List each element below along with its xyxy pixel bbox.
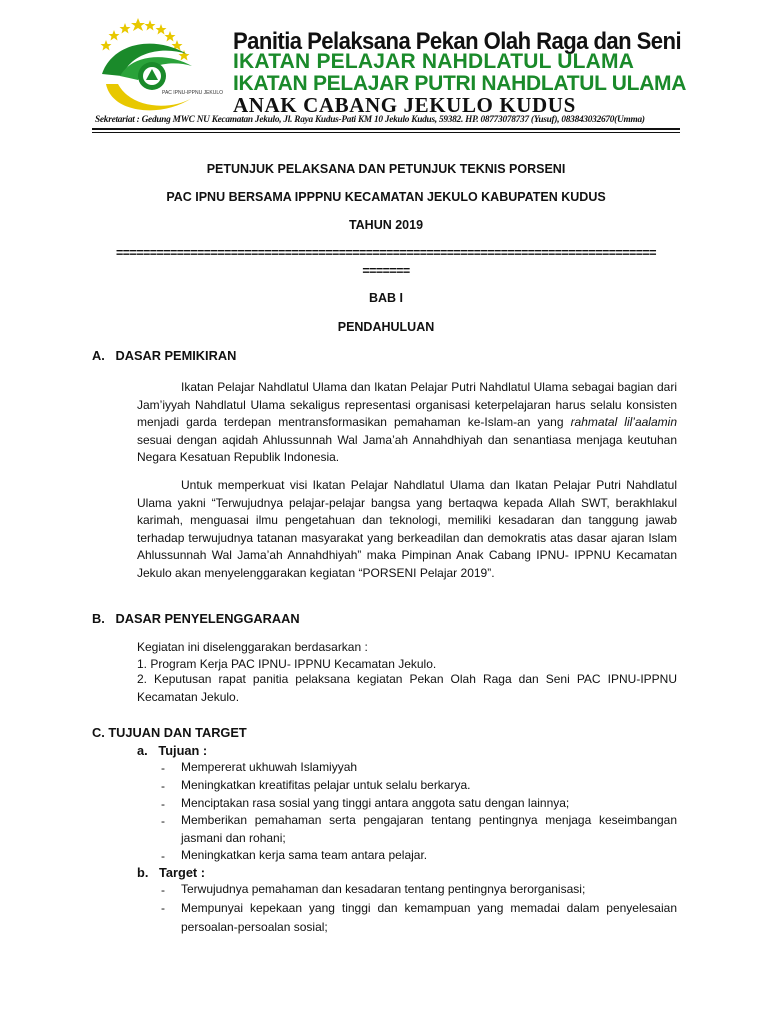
target-bullet: - bbox=[161, 901, 165, 915]
section-a-heading: A. DASAR PEMIKIRAN bbox=[92, 348, 237, 363]
letterhead-branch: ANAK CABANG JEKULO KUDUS bbox=[233, 93, 576, 117]
chapter-number: BAB I bbox=[368, 291, 404, 305]
tujuan-label: a. Tujuan : bbox=[137, 743, 208, 758]
document-subtitle: PAC IPNU BERSAMA IPPPNU KECAMATAN JEKULO KABUPATEN KUDUS bbox=[166, 190, 606, 204]
tujuan-bullet: - bbox=[161, 797, 165, 811]
logo-text: PAC IPNU-IPPNU JEKULO bbox=[162, 90, 224, 96]
tujuan-item-1: Mempererat ukhuwah Islamiyyah bbox=[181, 760, 358, 774]
tujuan-bullet: - bbox=[161, 779, 165, 793]
document-title: PETUNJUK PELAKSANA DAN PETUNJUK TEKNIS PORSENI bbox=[206, 162, 566, 176]
letterhead-address: Sekretariat : Gedung MWC NU Kecamatan Jekulo, Jl. Raya Kudus-Pati KM 10 Jekulo Kudus, 59382. HP. 08773078737 (Yusuf), 083843032670(Umma) bbox=[95, 115, 645, 125]
section-a-paragraph-1 bbox=[137, 379, 677, 467]
target-item-1: Terwujudnya pemahaman dan kesadaran tentang pentingnya berorganisasi; bbox=[181, 882, 586, 896]
tujuan-bullet: - bbox=[161, 761, 165, 775]
section-b-item-1: 1. Program Kerja PAC IPNU- IPPNU Kecamatan Jekulo. bbox=[137, 657, 437, 671]
section-c-heading: C. TUJUAN DAN TARGET bbox=[92, 725, 247, 740]
section-b-intro: Kegiatan ini diselenggarakan berdasarkan : bbox=[137, 640, 368, 654]
tujuan-item-5: Meningkatkan kerja sama team antara pelajar. bbox=[181, 848, 428, 862]
separator-line-end: ======= bbox=[362, 264, 410, 278]
separator-line: ================================================================================ bbox=[116, 246, 656, 260]
section-b-item-2: 2. Keputusan rapat panitia pelaksana kegiatan Pekan Olah Raga dan Seni PAC IPNU-IPPNU Kecamatan Jekulo. bbox=[137, 672, 677, 704]
section-b-heading: B. DASAR PENYELENGGARAAN bbox=[92, 611, 300, 626]
section-a-paragraph-2: Untuk memperkuat visi Ikatan Pelajar Nahdlatul Ulama dan Ikatan Pelajar Putri Nahdlatul Ulama yakni “Terwujudnya pelajar-pelajar bangsa yang bertaqwa kepada Allah SWT, berakhlakul karimah, menguasai ilmu pengetahuan dan teknologi, memiliki kesadaran dan tanggung jawab terhadap terwujudnya tatanan masyarakat yang berkeadilan dan demokratis atas dasar ajaran Islam Ahlussunnah Wal Jama’ah Annahdhiyah” maka Pimpinan Anak Cabang IPNU- IPPNU Kecamatan Jekulo akan menyelenggarakan kegiatan “PORSENI Pelajar 2019”. bbox=[137, 478, 677, 580]
chapter-title: PENDAHULUAN bbox=[337, 320, 435, 334]
target-item-2: Mempunyai kepekaan yang tinggi dan kemampuan yang memadai dalam penyelesaian persoalan-persoalan sosial; bbox=[181, 901, 677, 934]
organization-logo bbox=[92, 14, 238, 120]
tujuan-item-3: Menciptakan rasa sosial yang tinggi antara anggota satu dengan lainnya; bbox=[181, 796, 570, 810]
para1-start: Ikatan Pelajar Nahdlatul Ulama dan Ikatan Pelajar Putri Nahdlatul Ulama sebagai bagian dari Jam’iyyah Nahdlatul Ulama sekaligus representasi organisasi keterpelajaran harus selalu konsisten menjadi garda terdepan mentransformasikan pemahaman ke-Islam-an yang bbox=[137, 380, 677, 430]
letterhead-rule-thin bbox=[92, 132, 680, 133]
tujuan-item-4: Memberikan pemahaman serta pengajaran tentang pentingnya menjaga keseimbangan jasmani dan rohani; bbox=[181, 813, 677, 845]
document-year: TAHUN 2019 bbox=[348, 218, 424, 232]
letterhead-committee-title: Panitia Pelaksana Pekan Olah Raga dan Seni bbox=[233, 28, 682, 55]
tujuan-bullet: - bbox=[161, 849, 165, 863]
para1-italic: rahmatal lil’aalamin bbox=[570, 415, 677, 430]
tujuan-item-2: Meningkatkan kreatifitas pelajar untuk selalu berkarya. bbox=[181, 778, 471, 792]
para1-end: sesuai dengan aqidah Ahlussunnah Wal Jama’ah Annahdhiyah dan senantiasa menjaga keutuhan Negara Kesatuan Republik Indonesia. bbox=[137, 432, 677, 465]
letterhead-ippnu: IKATAN PELAJAR PUTRI NAHDLATUL ULAMA bbox=[233, 72, 687, 95]
letterhead-rule bbox=[92, 128, 680, 130]
target-bullet: - bbox=[161, 883, 165, 897]
letterhead-ipnu: IKATAN PELAJAR NAHDLATUL ULAMA bbox=[233, 50, 635, 73]
target-label: b. Target : bbox=[137, 865, 206, 880]
tujuan-bullet: - bbox=[161, 814, 165, 828]
